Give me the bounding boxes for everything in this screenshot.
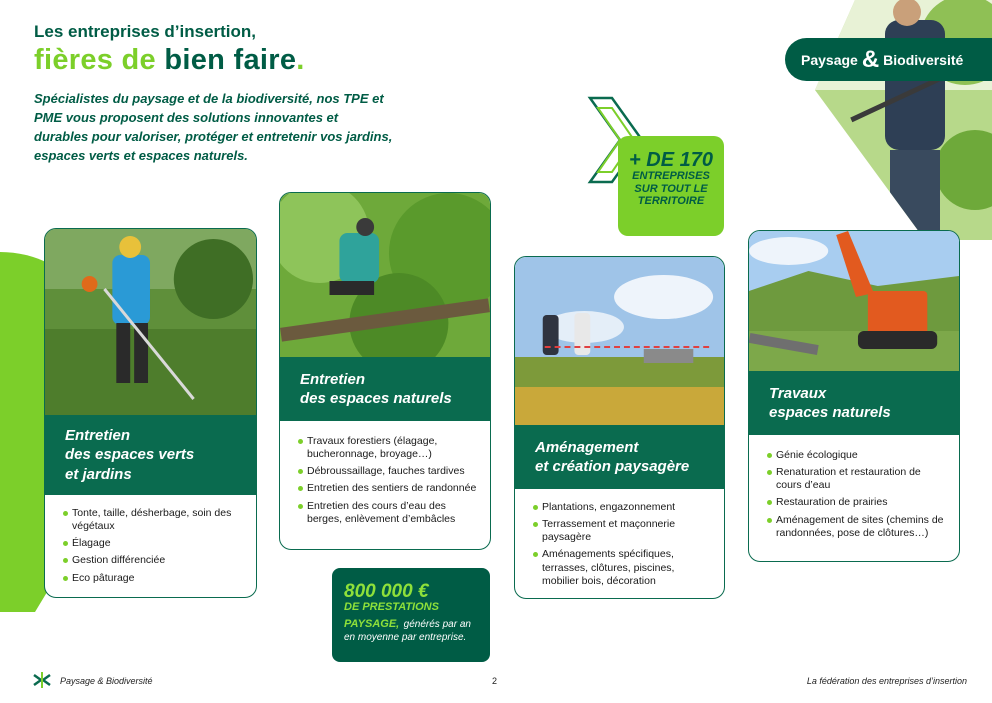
card-title-line: Entretien [65, 426, 131, 444]
photo-landscaping-workers [515, 257, 724, 425]
card-title-line: Entretien [300, 370, 366, 388]
card-services-list [280, 435, 490, 530]
card-title [280, 357, 490, 421]
stat-revenue-amount: 800 000 € [344, 581, 429, 602]
brand-paysage: Paysage [801, 51, 858, 68]
page-title [34, 44, 305, 77]
footer-tagline: La fédération des entreprises d’insertion [806, 676, 967, 686]
title-main: bien faire [164, 44, 297, 76]
stat-companies-box [618, 136, 724, 236]
stat-revenue-line4: en moyenne par entreprise. [344, 631, 467, 643]
intro-paragraph: Spécialistes du paysage et de la biodiversité, nos TPE et PME vous proposent des solutions innovantes et durables pour valoriser, protéger et entretenir vos jardins, espaces verts et espaces naturels. [34, 91, 393, 163]
card-espaces-verts [44, 228, 257, 598]
list-item: Travaux forestiers (élagage, bucheronnage, broyage…) [298, 435, 480, 461]
stat-companies-line4: TERRITOIRE [637, 195, 705, 208]
federation-logo-icon [32, 671, 52, 689]
stat-revenue-line2: PAYSAGE, [344, 617, 400, 630]
list-item: Génie écologique [767, 449, 949, 462]
card-title-line: et jardins [65, 465, 132, 483]
card-title [45, 415, 256, 495]
list-item: Tonte, taille, désherbage, soin des végétaux [63, 507, 246, 533]
brand-pill [785, 38, 992, 81]
brand-biodiversite: Biodiversité [883, 51, 964, 68]
list-item: Restauration de prairies [767, 496, 949, 509]
brand-ampersand: & [861, 45, 880, 73]
card-title-line: Aménagement [535, 438, 639, 456]
card-services-list [45, 507, 256, 589]
list-item: Plantations, engazonnement [533, 501, 714, 514]
card-services-list [749, 449, 959, 544]
title-dot: . [296, 44, 305, 76]
page-number: 2 [492, 676, 498, 686]
card-amenagement [514, 256, 725, 599]
title-highlight: fières de [34, 44, 156, 76]
card-title-line: des espaces verts [65, 446, 195, 464]
card-espaces-naturels [279, 192, 491, 550]
list-item: Aménagement de sites (chemins de randonnées, pose de clôtures…) [767, 514, 949, 540]
list-item: Aménagements spécifiques, terrasses, clôtures, piscines, mobilier bois, décoration [533, 548, 714, 587]
card-title [749, 371, 959, 435]
list-item: Gestion différenciée [63, 554, 246, 567]
stat-companies-count: + DE 170 [629, 149, 713, 171]
list-item: Élagage [63, 537, 246, 550]
card-title-line: des espaces naturels [300, 390, 452, 407]
card-travaux-naturels [748, 230, 960, 562]
footer-brand: Paysage & Biodiversité [60, 676, 153, 686]
list-item: Eco pâturage [63, 572, 246, 585]
card-services-list [515, 501, 724, 592]
stat-revenue-box [332, 568, 490, 662]
header-line-1: Les entreprises d’insertion, [34, 22, 257, 41]
list-item: Renaturation et restauration de cours d’eau [767, 466, 949, 492]
stat-companies-line3: SUR TOUT LE [634, 182, 708, 195]
photo-tree-pruning [280, 193, 490, 357]
stat-revenue-line1: DE PRESTATIONS [344, 601, 439, 613]
list-item: Terrassement et maçonnerie paysagère [533, 518, 714, 544]
photo-brushcutter [45, 229, 256, 415]
list-item: Entretien des sentiers de randonnée [298, 482, 480, 495]
stat-companies-line2: ENTREPRISES [632, 170, 710, 182]
list-item: Entretien des cours d’eau des berges, enlèvement d’embâcles [298, 500, 480, 526]
card-title-line: et création paysagère [535, 458, 690, 475]
card-title [515, 425, 724, 489]
card-title-line: espaces naturels [769, 404, 891, 421]
photo-excavator [749, 231, 959, 371]
stat-revenue-line3: générés par an [403, 618, 471, 630]
card-title-line: Travaux [769, 384, 827, 402]
list-item: Débroussaillage, fauches tardives [298, 465, 480, 478]
gardener-corner-photo [815, 0, 992, 240]
